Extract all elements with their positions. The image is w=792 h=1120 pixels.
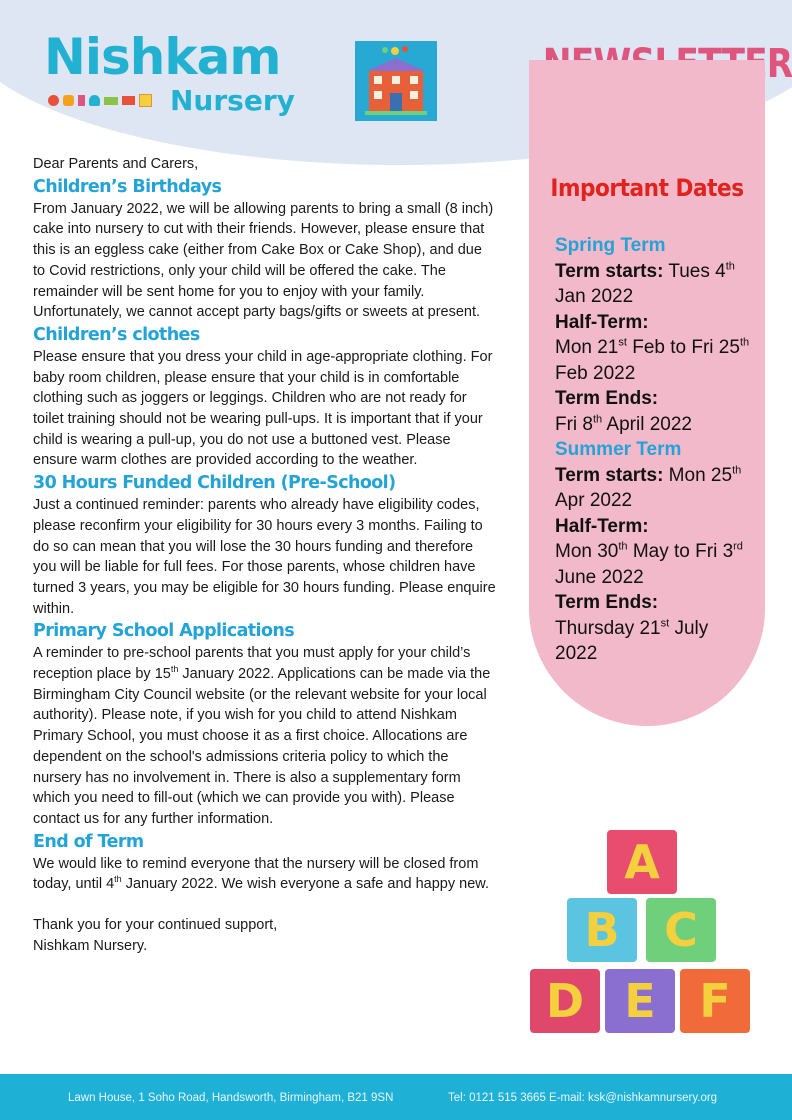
paragraph-end-of-term: We would like to remind everyone that the nursery will be closed from today, until 4th January 2022. We wish everyone a safe and happy new.	[33, 855, 489, 893]
closing-thanks: Thank you for your continued support,	[33, 917, 278, 934]
spring-half-term-label: Half-Term:	[555, 311, 649, 333]
block-c: C	[646, 898, 716, 962]
footer-contact: Tel: 0121 515 3665 E-mail: ksk@nishkamnursery.org	[448, 1092, 718, 1104]
logo-name: Nishkam	[44, 28, 281, 86]
heading-primary: Primary School Applications	[33, 621, 295, 642]
spring-term-ends-label: Term Ends:	[555, 388, 659, 409]
paragraph-funded: Just a continued reminder: parents who already have eligibility codes, please reconfirm your eligibility for 30 hours every 3 months. Failing to do so can mean that you will lose the 30 hours funding and therefore you will be liable for full fees. For those parents, whose children have turned 3 years, you may be eligible for 30 hours funding. Please enquire within.	[33, 497, 496, 617]
spring-term-ends-date: Fri 8th April 2022	[555, 413, 692, 435]
spring-half-term-dates: Mon 21st Feb to Fri 25th Feb 2022	[555, 336, 750, 384]
heading-clothes: Children’s clothes	[33, 324, 200, 345]
block-b: B	[567, 898, 637, 962]
summer-half-term-label: Half-Term:	[555, 515, 649, 537]
abc-blocks-illustration	[528, 826, 753, 1042]
summer-term-label: Summer Term	[555, 439, 682, 460]
summer-term-ends-label: Term Ends:	[555, 592, 659, 613]
block-e: E	[605, 969, 675, 1033]
summer-term-starts: Term starts: Mon 25th Apr 2022	[555, 464, 742, 511]
paragraph-primary: A reminder to pre-school parents that you must apply for your child’s reception place by 15th January 2022. Applications can be made via the Birmingham City Council website (or the relevant website for your local authority). Please note, if you wish for you child to attend Nishkam Primary School, you must choose it as a first choice. Allocations are dependent on the school's admissions criteria policy to which the nursery has no involvement in. There is also a supplementary form which you need to fill-out (which we can provide you with). Please contact us for any further information.	[33, 645, 491, 827]
logo-subtitle: Nursery	[170, 84, 295, 117]
block-f: F	[680, 969, 750, 1033]
heading-birthdays: Children’s Birthdays	[33, 176, 222, 197]
important-dates-list	[555, 233, 755, 667]
block-a: A	[607, 830, 677, 894]
letter-body	[33, 154, 498, 957]
house-illustration	[355, 41, 437, 121]
summer-half-term-dates: Mon 30th May to Fri 3rd June 2022	[555, 540, 743, 588]
block-d: D	[530, 969, 600, 1033]
footer-address: Lawn House, 1 Soho Road, Handsworth, Birmingham, B21 9SN	[68, 1092, 394, 1104]
spring-term-starts: Term starts: Tues 4th Jan 2022	[555, 260, 735, 307]
closing-signoff: Nishkam Nursery.	[33, 937, 148, 954]
paragraph-birthdays: From January 2022, we will be allowing parents to bring a small (8 inch) cake into nursery to cut with their friends. However, please ensure that this is an eggless cake (either from Cake Box or Cake Shop), and due to Covid restrictions, only your child will be offered the cake. The remainder will be sent home for you to enjoy with your family. Unfortunately, we cannot accept party bags/gifts or sweets at present.	[33, 200, 494, 321]
spring-term-label: Spring Term	[555, 235, 666, 256]
logo-toy-icons	[48, 94, 152, 107]
paragraph-clothes: Please ensure that you dress your child in age-appropriate clothing. For baby room children, please ensure that your child is in comfortable clothing such as joggers or leggings. Children who are not ready for toilet training should not be wearing pull-ups. It is important that if your child is wearing a pull-up, you do not use a buttoned vest. Please ensure warm clothes are provided according to the weather.	[33, 348, 493, 469]
greeting: Dear Parents and Carers,	[33, 156, 199, 172]
heading-funded: 30 Hours Funded Children (Pre-School)	[33, 473, 396, 494]
important-dates-heading: Important Dates	[550, 174, 744, 202]
heading-end-of-term: End of Term	[33, 831, 144, 852]
summer-term-ends-date: Thursday 21st July 2022	[555, 617, 709, 664]
nursery-logo	[44, 30, 304, 118]
